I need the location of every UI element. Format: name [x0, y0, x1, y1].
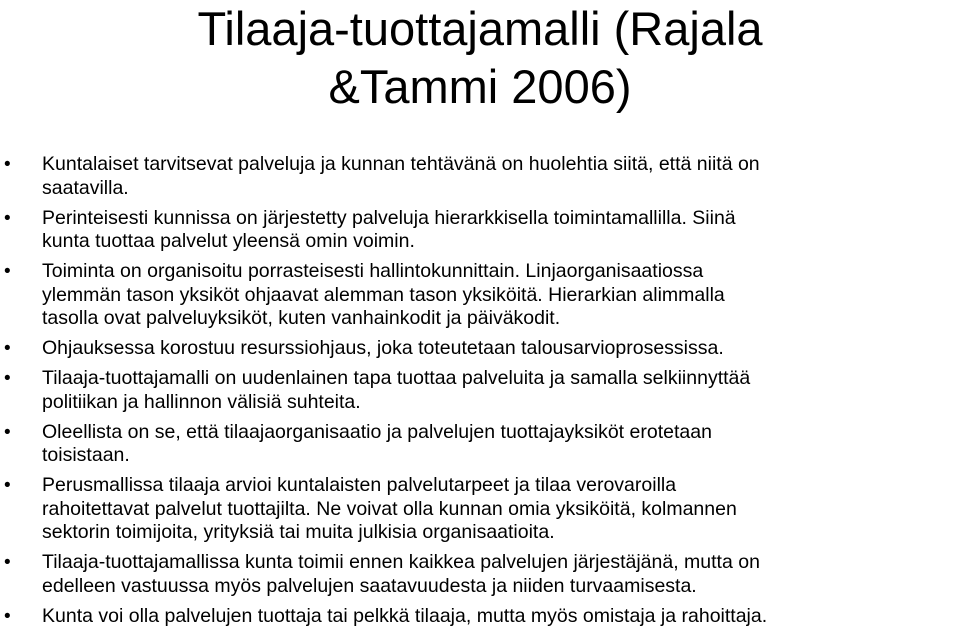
bullet-text: Perinteisesti kunnissa on järjestetty palveluja hierarkkisella toimintamallilla. Siinä kunta tuottaa palvelut yleensä omin voimin.	[42, 206, 736, 252]
bullet-text: Ohjauksessa korostuu resurssiohjaus, joka toteutetaan talousarvioprosessissa.	[42, 337, 724, 359]
bullet-dot: •	[4, 207, 11, 229]
bullet-dot: •	[4, 475, 11, 496]
bullet-item	[0, 367, 960, 414]
bullet-dot: •	[4, 552, 11, 573]
slide-title-line-1: Tilaaja-tuottajamalli (Rajala	[197, 2, 763, 55]
bullet-list	[0, 153, 960, 635]
bullet-item	[0, 153, 960, 200]
bullet-item	[0, 474, 960, 545]
bullet-dot: •	[4, 368, 11, 389]
bullet-item	[0, 551, 960, 598]
bullet-text: Tilaaja-tuottajamalli on uudenlainen tapa tuottaa palveluita ja samalla selkiinnyttää politiikan ja hallinnon välisiä suhteita.	[42, 367, 751, 413]
bullet-item	[0, 207, 960, 254]
bullet-text: Perusmallissa tilaaja arvioi kuntalaisten palvelutarpeet ja tilaa verovaroilla rahoitettavat palvelut tuottajilta. Ne voivat olla kunnan omia yksiköitä, kolmannen sektorin toimijoita, yrityksiä tai muita julkisia organisaatioita.	[42, 474, 737, 543]
bullet-dot: •	[4, 154, 11, 175]
slide-title-line-2: &Tammi 2006)	[328, 60, 632, 113]
bullet-item	[0, 421, 960, 468]
bullet-dot: •	[4, 338, 11, 359]
bullet-text: Kuntalaiset tarvitsevat palveluja ja kunnan tehtävänä on huolehtia siitä, että niitä on saatavilla.	[42, 153, 760, 199]
bullet-dot: •	[4, 421, 11, 443]
bullet-text: Toiminta on organisoitu porrasteisesti hallintokunnittain. Linjaorganisaatiossa ylemmän tason yksiköt ohjaavat alemman tason yksiköitä. Hierarkian alimmalla tasolla ovat palveluyksiköt, kuten vanhainkodit ja päiväkodit.	[42, 260, 725, 329]
bullet-item	[0, 260, 960, 331]
bullet-item	[0, 605, 960, 629]
bullet-text: Oleellista on se, että tilaajaorganisaatio ja palvelujen tuottajayksiköt erotetaan toisistaan.	[42, 420, 712, 466]
bullet-text: Tilaaja-tuottajamallissa kunta toimii ennen kaikkea palvelujen järjestäjänä, mutta on edelleen vastuussa myös palvelujen saatavuudesta ja niiden turvaamisesta.	[42, 551, 760, 597]
bullet-text: Kunta voi olla palvelujen tuottaja tai pelkkä tilaaja, mutta myös omistaja ja rahoittaja.	[42, 604, 768, 627]
slide-title	[0, 0, 960, 116]
bullet-dot: •	[4, 261, 11, 282]
bullet-dot: •	[4, 605, 11, 627]
bullet-item	[0, 337, 960, 361]
